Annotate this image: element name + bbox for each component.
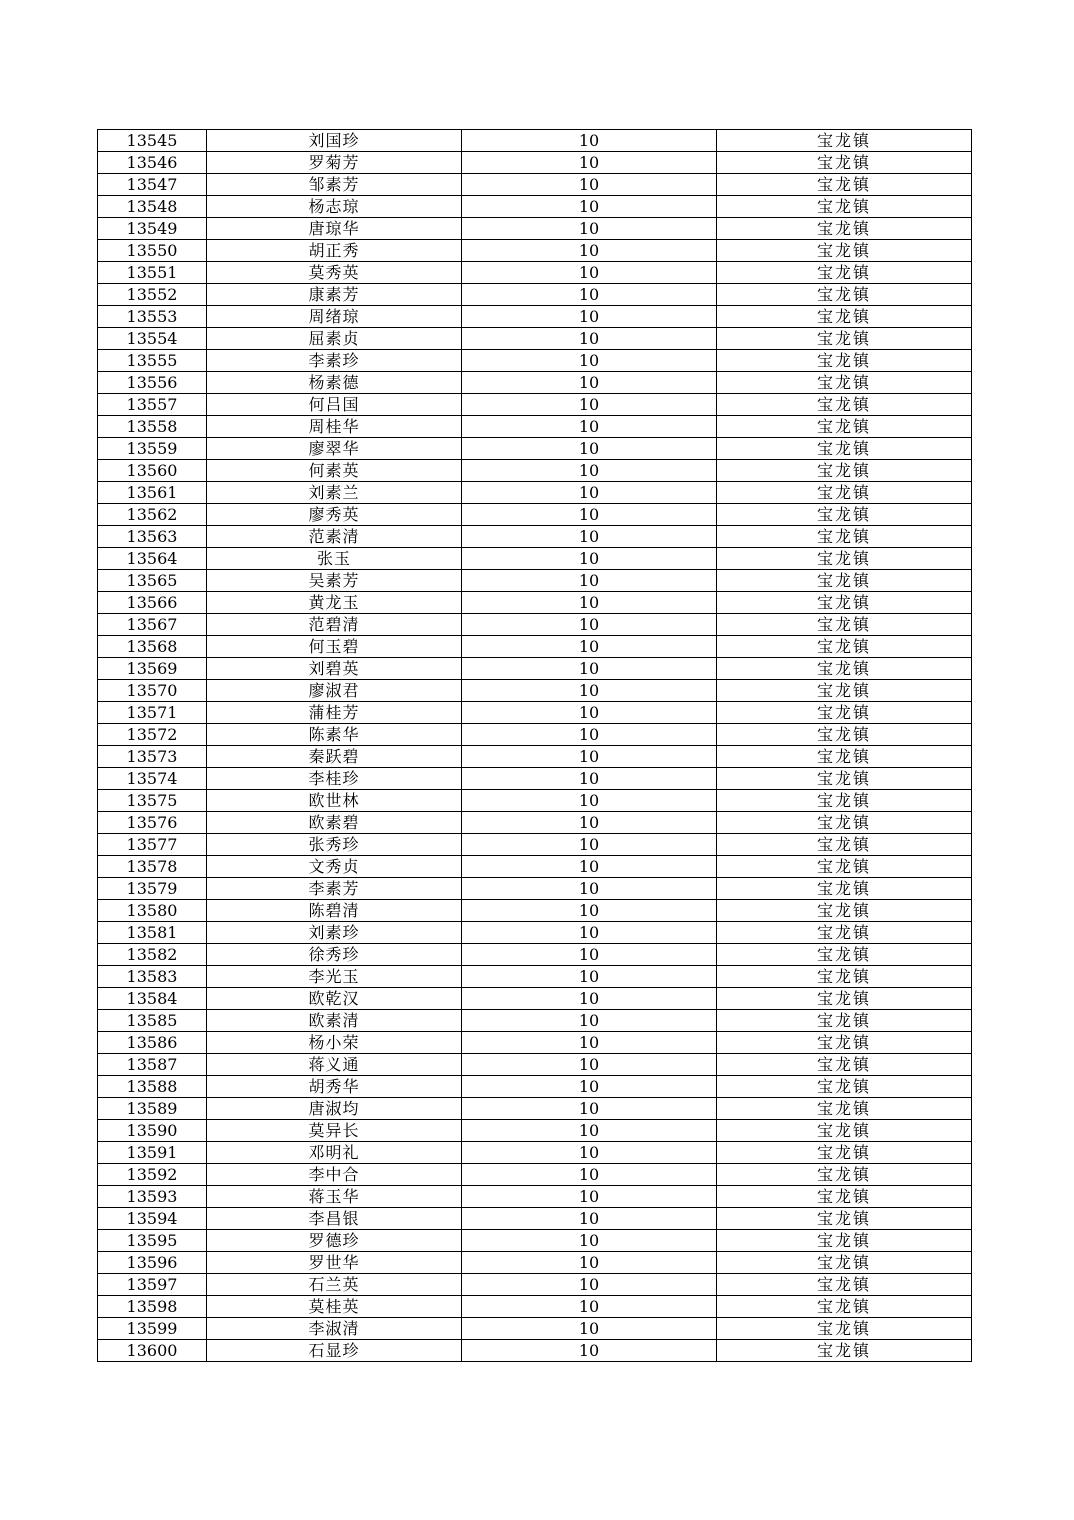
row-number-cell: 13567 (98, 614, 207, 636)
table-row (98, 680, 972, 702)
amount-cell: 10 (462, 196, 717, 218)
name-cell: 邓明礼 (207, 1142, 462, 1164)
amount-cell: 10 (462, 1208, 717, 1230)
amount-cell: 10 (462, 1340, 717, 1362)
row-number-cell: 13557 (98, 394, 207, 416)
name-cell: 李昌银 (207, 1208, 462, 1230)
row-number-cell: 13592 (98, 1164, 207, 1186)
amount-cell: 10 (462, 614, 717, 636)
town-cell: 宝龙镇 (717, 526, 972, 548)
amount-cell: 10 (462, 526, 717, 548)
table-row (98, 592, 972, 614)
table-row (98, 1274, 972, 1296)
table-row (98, 614, 972, 636)
table-row (98, 856, 972, 878)
row-number-cell: 13569 (98, 658, 207, 680)
table-row (98, 152, 972, 174)
row-number-cell: 13564 (98, 548, 207, 570)
table-row (98, 196, 972, 218)
amount-cell: 10 (462, 1054, 717, 1076)
name-cell: 何玉碧 (207, 636, 462, 658)
name-cell: 刘素兰 (207, 482, 462, 504)
town-cell: 宝龙镇 (717, 1098, 972, 1120)
town-cell: 宝龙镇 (717, 680, 972, 702)
name-cell: 周绪琼 (207, 306, 462, 328)
town-cell: 宝龙镇 (717, 1274, 972, 1296)
row-number-cell: 13570 (98, 680, 207, 702)
name-cell: 屈素贞 (207, 328, 462, 350)
amount-cell: 10 (462, 482, 717, 504)
amount-cell: 10 (462, 702, 717, 724)
town-cell: 宝龙镇 (717, 878, 972, 900)
table-row (98, 1230, 972, 1252)
name-cell: 廖秀英 (207, 504, 462, 526)
row-number-cell: 13596 (98, 1252, 207, 1274)
name-cell: 莫秀英 (207, 262, 462, 284)
row-number-cell: 13574 (98, 768, 207, 790)
amount-cell: 10 (462, 262, 717, 284)
amount-cell: 10 (462, 1142, 717, 1164)
town-cell: 宝龙镇 (717, 350, 972, 372)
name-cell: 李中合 (207, 1164, 462, 1186)
town-cell: 宝龙镇 (717, 966, 972, 988)
row-number-cell: 13555 (98, 350, 207, 372)
row-number-cell: 13587 (98, 1054, 207, 1076)
town-cell: 宝龙镇 (717, 152, 972, 174)
town-cell: 宝龙镇 (717, 482, 972, 504)
name-cell: 李素芳 (207, 878, 462, 900)
town-cell: 宝龙镇 (717, 900, 972, 922)
amount-cell: 10 (462, 218, 717, 240)
row-number-cell: 13559 (98, 438, 207, 460)
amount-cell: 10 (462, 1274, 717, 1296)
table-row (98, 724, 972, 746)
table-row (98, 790, 972, 812)
table-row (98, 240, 972, 262)
amount-cell: 10 (462, 1252, 717, 1274)
town-cell: 宝龙镇 (717, 570, 972, 592)
roster-table (97, 129, 972, 1362)
row-number-cell: 13578 (98, 856, 207, 878)
name-cell: 蒋玉华 (207, 1186, 462, 1208)
town-cell: 宝龙镇 (717, 922, 972, 944)
table-row (98, 284, 972, 306)
amount-cell: 10 (462, 1076, 717, 1098)
table-row (98, 988, 972, 1010)
amount-cell: 10 (462, 790, 717, 812)
table-row (98, 1054, 972, 1076)
table-row (98, 636, 972, 658)
name-cell: 胡秀华 (207, 1076, 462, 1098)
table-row (98, 1186, 972, 1208)
row-number-cell: 13548 (98, 196, 207, 218)
table-row (98, 438, 972, 460)
table-row (98, 174, 972, 196)
table-row (98, 900, 972, 922)
amount-cell: 10 (462, 1318, 717, 1340)
table-row (98, 394, 972, 416)
name-cell: 莫桂英 (207, 1296, 462, 1318)
amount-cell: 10 (462, 306, 717, 328)
name-cell: 唐琼华 (207, 218, 462, 240)
row-number-cell: 13552 (98, 284, 207, 306)
table-row (98, 328, 972, 350)
amount-cell: 10 (462, 812, 717, 834)
row-number-cell: 13586 (98, 1032, 207, 1054)
town-cell: 宝龙镇 (717, 416, 972, 438)
name-cell: 唐淑均 (207, 1098, 462, 1120)
amount-cell: 10 (462, 1164, 717, 1186)
name-cell: 李淑清 (207, 1318, 462, 1340)
name-cell: 陈素华 (207, 724, 462, 746)
row-number-cell: 13582 (98, 944, 207, 966)
name-cell: 李光玉 (207, 966, 462, 988)
name-cell: 范素清 (207, 526, 462, 548)
town-cell: 宝龙镇 (717, 130, 972, 152)
town-cell: 宝龙镇 (717, 196, 972, 218)
name-cell: 张秀珍 (207, 834, 462, 856)
town-cell: 宝龙镇 (717, 1142, 972, 1164)
town-cell: 宝龙镇 (717, 1230, 972, 1252)
town-cell: 宝龙镇 (717, 284, 972, 306)
name-cell: 邹素芳 (207, 174, 462, 196)
town-cell: 宝龙镇 (717, 306, 972, 328)
town-cell: 宝龙镇 (717, 328, 972, 350)
town-cell: 宝龙镇 (717, 1076, 972, 1098)
table-row (98, 702, 972, 724)
town-cell: 宝龙镇 (717, 174, 972, 196)
roster-table-body (98, 130, 972, 1362)
name-cell: 何吕国 (207, 394, 462, 416)
name-cell: 徐秀珍 (207, 944, 462, 966)
town-cell: 宝龙镇 (717, 812, 972, 834)
town-cell: 宝龙镇 (717, 746, 972, 768)
name-cell: 康素芳 (207, 284, 462, 306)
row-number-cell: 13572 (98, 724, 207, 746)
row-number-cell: 13600 (98, 1340, 207, 1362)
row-number-cell: 13562 (98, 504, 207, 526)
amount-cell: 10 (462, 350, 717, 372)
table-row (98, 746, 972, 768)
row-number-cell: 13558 (98, 416, 207, 438)
table-row (98, 1142, 972, 1164)
town-cell: 宝龙镇 (717, 438, 972, 460)
amount-cell: 10 (462, 372, 717, 394)
amount-cell: 10 (462, 922, 717, 944)
name-cell: 蒲桂芳 (207, 702, 462, 724)
name-cell: 罗德珍 (207, 1230, 462, 1252)
row-number-cell: 13556 (98, 372, 207, 394)
amount-cell: 10 (462, 328, 717, 350)
name-cell: 刘素珍 (207, 922, 462, 944)
name-cell: 欧素清 (207, 1010, 462, 1032)
table-row (98, 350, 972, 372)
name-cell: 刘国珍 (207, 130, 462, 152)
table-row (98, 1076, 972, 1098)
amount-cell: 10 (462, 1296, 717, 1318)
town-cell: 宝龙镇 (717, 504, 972, 526)
name-cell: 杨志琼 (207, 196, 462, 218)
name-cell: 廖翠华 (207, 438, 462, 460)
name-cell: 文秀贞 (207, 856, 462, 878)
town-cell: 宝龙镇 (717, 1252, 972, 1274)
name-cell: 陈碧清 (207, 900, 462, 922)
name-cell: 欧素碧 (207, 812, 462, 834)
town-cell: 宝龙镇 (717, 262, 972, 284)
town-cell: 宝龙镇 (717, 1208, 972, 1230)
row-number-cell: 13581 (98, 922, 207, 944)
amount-cell: 10 (462, 152, 717, 174)
town-cell: 宝龙镇 (717, 1186, 972, 1208)
amount-cell: 10 (462, 658, 717, 680)
table-row (98, 306, 972, 328)
row-number-cell: 13599 (98, 1318, 207, 1340)
amount-cell: 10 (462, 592, 717, 614)
town-cell: 宝龙镇 (717, 944, 972, 966)
row-number-cell: 13553 (98, 306, 207, 328)
amount-cell: 10 (462, 438, 717, 460)
row-number-cell: 13584 (98, 988, 207, 1010)
town-cell: 宝龙镇 (717, 1164, 972, 1186)
row-number-cell: 13549 (98, 218, 207, 240)
town-cell: 宝龙镇 (717, 988, 972, 1010)
table-row (98, 218, 972, 240)
town-cell: 宝龙镇 (717, 1120, 972, 1142)
town-cell: 宝龙镇 (717, 1296, 972, 1318)
row-number-cell: 13563 (98, 526, 207, 548)
table-row (98, 130, 972, 152)
name-cell: 罗菊芳 (207, 152, 462, 174)
town-cell: 宝龙镇 (717, 548, 972, 570)
row-number-cell: 13583 (98, 966, 207, 988)
name-cell: 胡正秀 (207, 240, 462, 262)
row-number-cell: 13577 (98, 834, 207, 856)
table-row (98, 1208, 972, 1230)
table-row (98, 416, 972, 438)
table-row (98, 1032, 972, 1054)
town-cell: 宝龙镇 (717, 724, 972, 746)
town-cell: 宝龙镇 (717, 592, 972, 614)
name-cell: 廖淑君 (207, 680, 462, 702)
town-cell: 宝龙镇 (717, 218, 972, 240)
amount-cell: 10 (462, 966, 717, 988)
row-number-cell: 13593 (98, 1186, 207, 1208)
amount-cell: 10 (462, 1010, 717, 1032)
row-number-cell: 13573 (98, 746, 207, 768)
table-row (98, 812, 972, 834)
name-cell: 李素珍 (207, 350, 462, 372)
amount-cell: 10 (462, 240, 717, 262)
amount-cell: 10 (462, 944, 717, 966)
row-number-cell: 13588 (98, 1076, 207, 1098)
table-row (98, 878, 972, 900)
town-cell: 宝龙镇 (717, 1032, 972, 1054)
row-number-cell: 13579 (98, 878, 207, 900)
town-cell: 宝龙镇 (717, 1054, 972, 1076)
name-cell: 范碧清 (207, 614, 462, 636)
row-number-cell: 13589 (98, 1098, 207, 1120)
table-row (98, 1098, 972, 1120)
amount-cell: 10 (462, 724, 717, 746)
table-row (98, 966, 972, 988)
name-cell: 欧世林 (207, 790, 462, 812)
name-cell: 石兰英 (207, 1274, 462, 1296)
town-cell: 宝龙镇 (717, 372, 972, 394)
row-number-cell: 13554 (98, 328, 207, 350)
name-cell: 杨素德 (207, 372, 462, 394)
amount-cell: 10 (462, 768, 717, 790)
amount-cell: 10 (462, 834, 717, 856)
town-cell: 宝龙镇 (717, 394, 972, 416)
amount-cell: 10 (462, 1098, 717, 1120)
amount-cell: 10 (462, 284, 717, 306)
table-row (98, 504, 972, 526)
row-number-cell: 13597 (98, 1274, 207, 1296)
town-cell: 宝龙镇 (717, 658, 972, 680)
name-cell: 欧乾汉 (207, 988, 462, 1010)
town-cell: 宝龙镇 (717, 790, 972, 812)
table-row (98, 548, 972, 570)
town-cell: 宝龙镇 (717, 1340, 972, 1362)
row-number-cell: 13560 (98, 460, 207, 482)
amount-cell: 10 (462, 1032, 717, 1054)
town-cell: 宝龙镇 (717, 702, 972, 724)
name-cell: 何素英 (207, 460, 462, 482)
name-cell: 莫异长 (207, 1120, 462, 1142)
amount-cell: 10 (462, 636, 717, 658)
row-number-cell: 13546 (98, 152, 207, 174)
row-number-cell: 13576 (98, 812, 207, 834)
amount-cell: 10 (462, 988, 717, 1010)
row-number-cell: 13575 (98, 790, 207, 812)
town-cell: 宝龙镇 (717, 614, 972, 636)
table-row (98, 834, 972, 856)
table-row (98, 922, 972, 944)
table-row (98, 526, 972, 548)
amount-cell: 10 (462, 680, 717, 702)
amount-cell: 10 (462, 394, 717, 416)
town-cell: 宝龙镇 (717, 1010, 972, 1032)
amount-cell: 10 (462, 1186, 717, 1208)
amount-cell: 10 (462, 878, 717, 900)
name-cell: 黄龙玉 (207, 592, 462, 614)
row-number-cell: 13561 (98, 482, 207, 504)
row-number-cell: 13598 (98, 1296, 207, 1318)
name-cell: 杨小荣 (207, 1032, 462, 1054)
amount-cell: 10 (462, 174, 717, 196)
table-row (98, 372, 972, 394)
table-row (98, 1164, 972, 1186)
amount-cell: 10 (462, 856, 717, 878)
amount-cell: 10 (462, 416, 717, 438)
row-number-cell: 13580 (98, 900, 207, 922)
name-cell: 吴素芳 (207, 570, 462, 592)
table-row (98, 1296, 972, 1318)
row-number-cell: 13590 (98, 1120, 207, 1142)
name-cell: 周桂华 (207, 416, 462, 438)
table-row (98, 658, 972, 680)
town-cell: 宝龙镇 (717, 460, 972, 482)
table-row (98, 1010, 972, 1032)
table-row (98, 460, 972, 482)
row-number-cell: 13571 (98, 702, 207, 724)
amount-cell: 10 (462, 900, 717, 922)
name-cell: 秦跃碧 (207, 746, 462, 768)
table-row (98, 1318, 972, 1340)
town-cell: 宝龙镇 (717, 768, 972, 790)
name-cell: 张玉 (207, 548, 462, 570)
table-row (98, 570, 972, 592)
name-cell: 刘碧英 (207, 658, 462, 680)
table-row (98, 1252, 972, 1274)
row-number-cell: 13550 (98, 240, 207, 262)
amount-cell: 10 (462, 548, 717, 570)
amount-cell: 10 (462, 746, 717, 768)
table-row (98, 482, 972, 504)
town-cell: 宝龙镇 (717, 636, 972, 658)
name-cell: 石显珍 (207, 1340, 462, 1362)
name-cell: 李桂珍 (207, 768, 462, 790)
name-cell: 蒋义通 (207, 1054, 462, 1076)
amount-cell: 10 (462, 1120, 717, 1142)
name-cell: 罗世华 (207, 1252, 462, 1274)
amount-cell: 10 (462, 460, 717, 482)
row-number-cell: 13547 (98, 174, 207, 196)
table-row (98, 944, 972, 966)
table-row (98, 1120, 972, 1142)
table-row (98, 1340, 972, 1362)
town-cell: 宝龙镇 (717, 834, 972, 856)
row-number-cell: 13591 (98, 1142, 207, 1164)
table-row (98, 262, 972, 284)
row-number-cell: 13551 (98, 262, 207, 284)
row-number-cell: 13568 (98, 636, 207, 658)
row-number-cell: 13566 (98, 592, 207, 614)
amount-cell: 10 (462, 570, 717, 592)
row-number-cell: 13595 (98, 1230, 207, 1252)
town-cell: 宝龙镇 (717, 240, 972, 262)
amount-cell: 10 (462, 130, 717, 152)
amount-cell: 10 (462, 504, 717, 526)
row-number-cell: 13545 (98, 130, 207, 152)
table-row (98, 768, 972, 790)
row-number-cell: 13565 (98, 570, 207, 592)
row-number-cell: 13594 (98, 1208, 207, 1230)
town-cell: 宝龙镇 (717, 856, 972, 878)
row-number-cell: 13585 (98, 1010, 207, 1032)
amount-cell: 10 (462, 1230, 717, 1252)
town-cell: 宝龙镇 (717, 1318, 972, 1340)
